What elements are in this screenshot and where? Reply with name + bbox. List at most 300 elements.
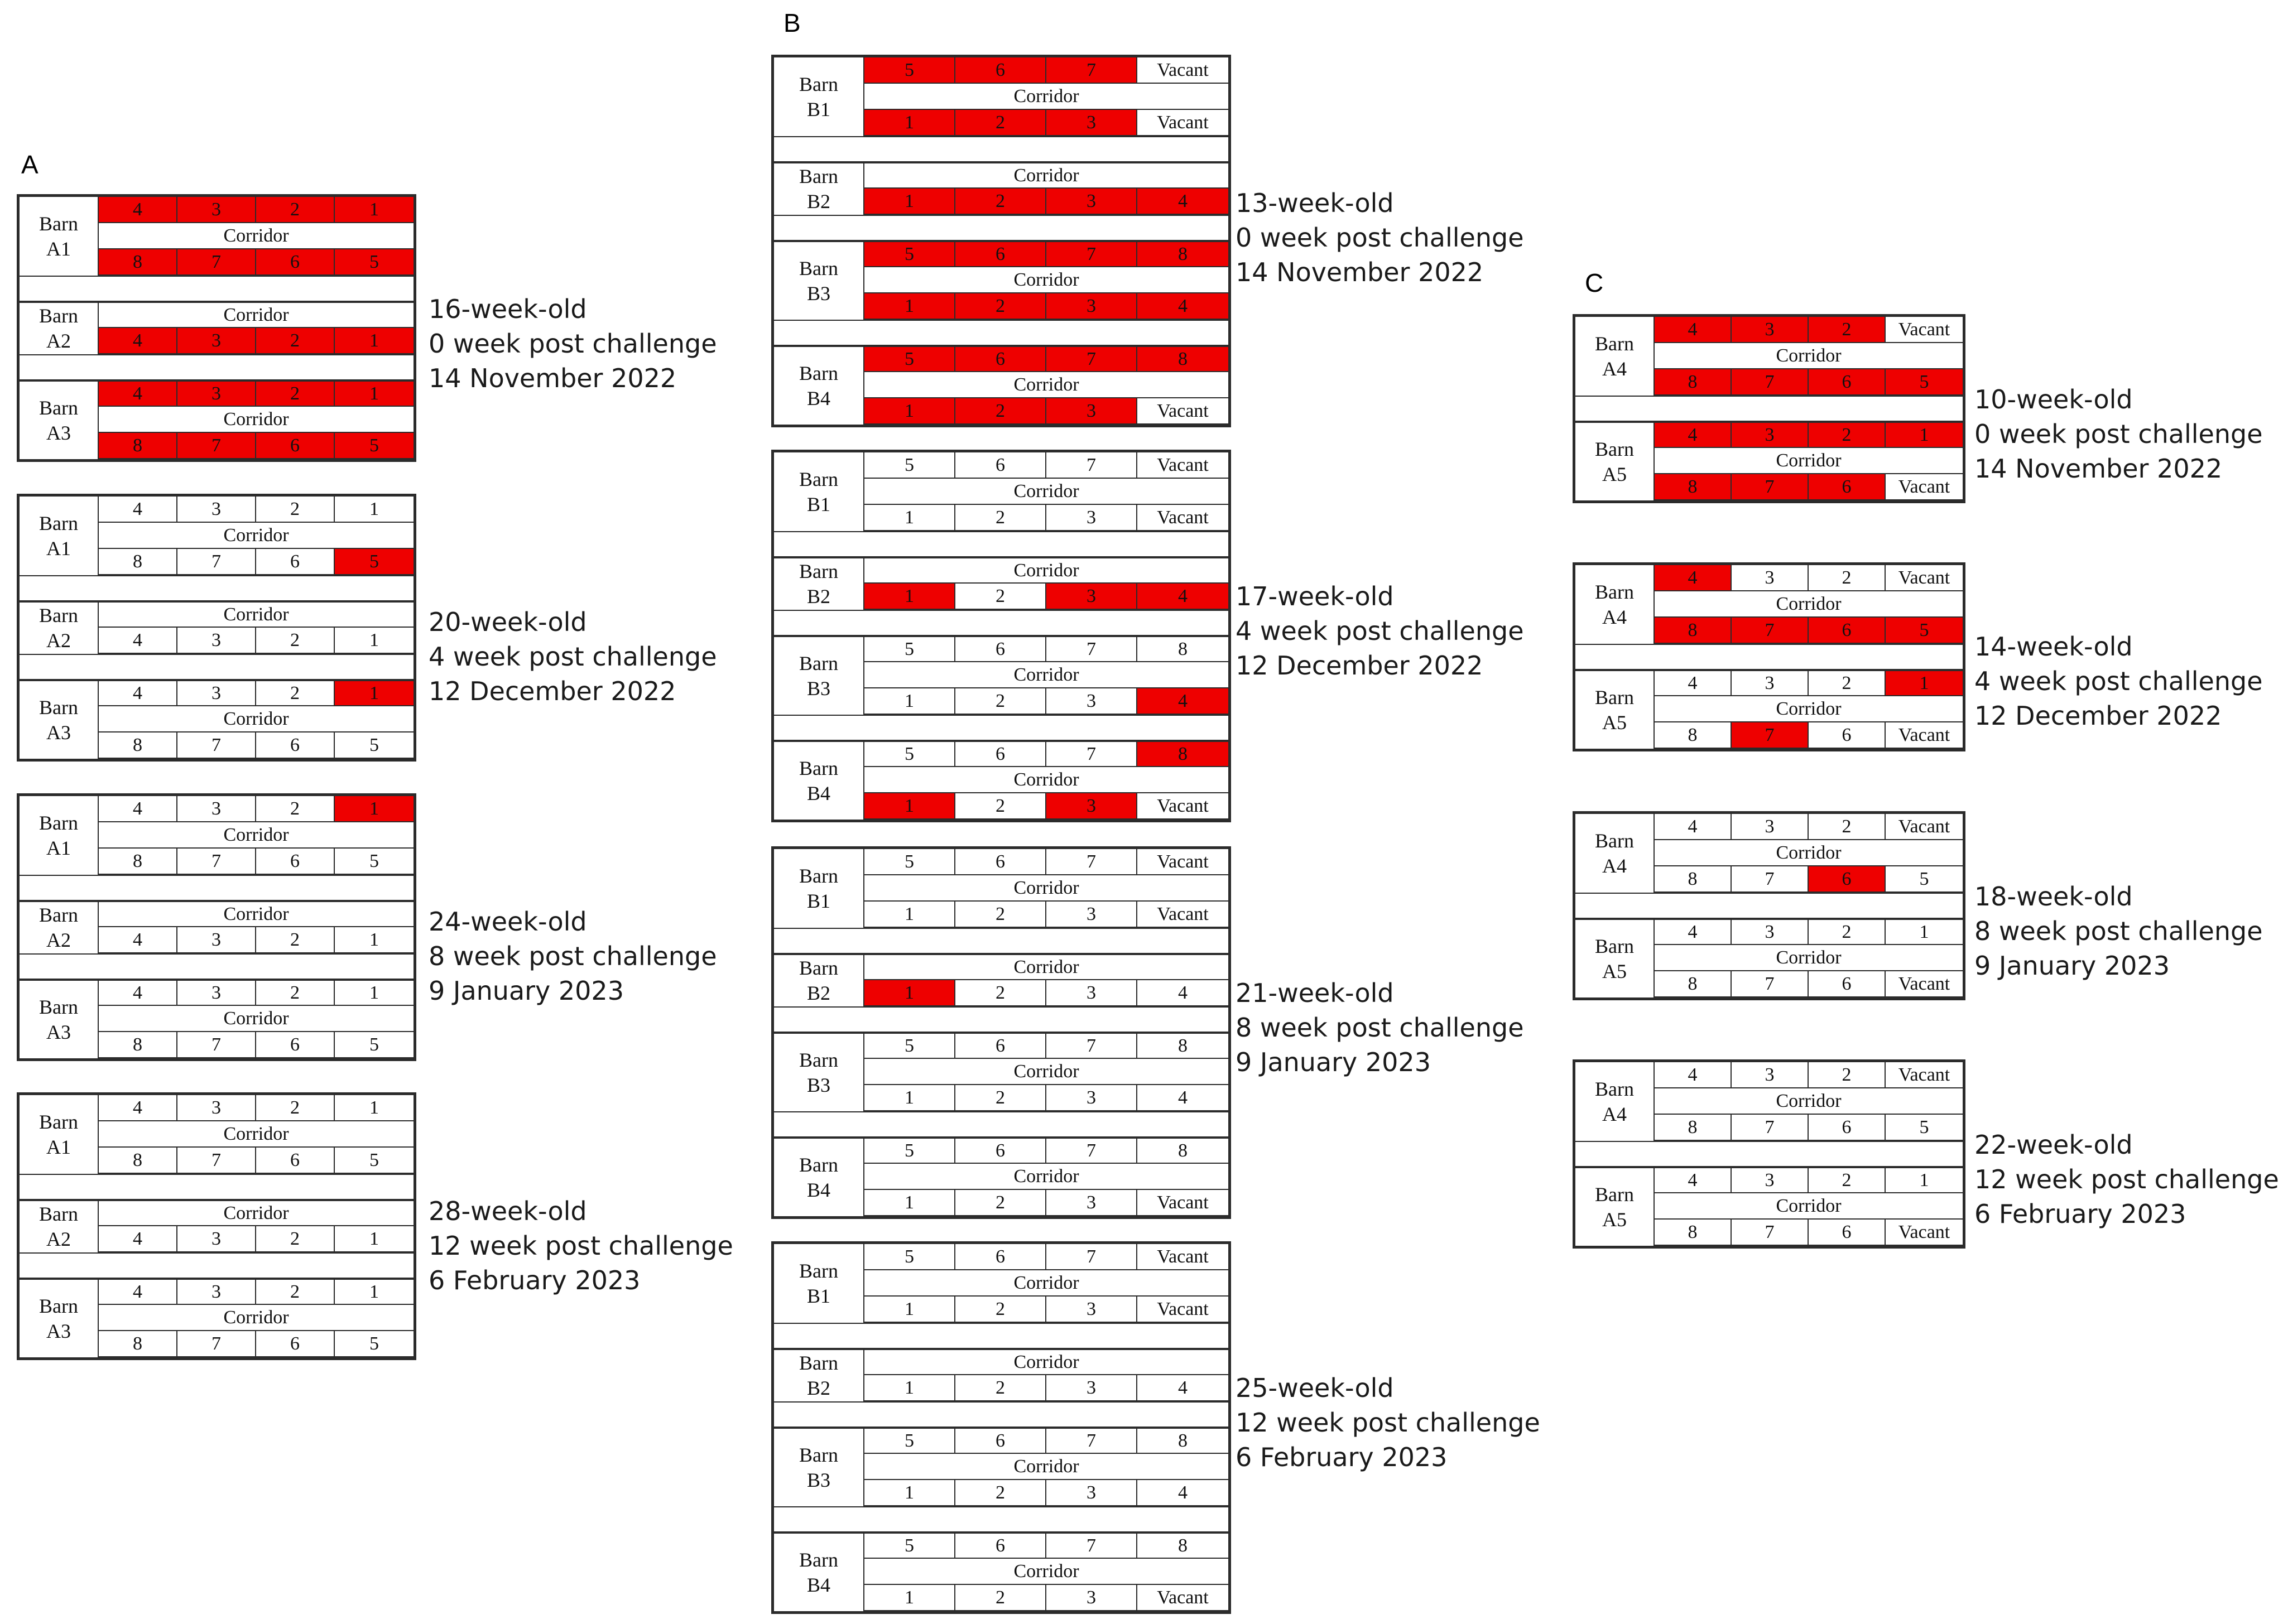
barn-word: Barn [1595,332,1634,355]
vacant-pen: Vacant [1137,902,1228,928]
pen-cell: 4 [1655,919,1732,945]
barn-id: B2 [806,585,830,608]
barn-grid-a-1 [17,194,416,462]
barn-gap [774,215,1228,241]
pen-cell: 4 [99,927,177,953]
weeks-post-challenge-label: 0 week post challenge [1236,223,1524,253]
barn-id: A4 [1602,854,1627,877]
pen-cell: 3 [1046,584,1137,610]
age-label: 21-week-old [1236,978,1394,1008]
pen-cell: 3 [177,680,256,706]
timepoint-caption [1236,976,1524,1080]
barn-word: Barn [39,1110,78,1133]
weeks-post-challenge-label: 4 week post challenge [1236,616,1524,646]
pen-cell: 6 [955,1533,1046,1559]
age-label: 24-week-old [429,907,587,937]
pen-cell: 2 [256,380,335,407]
pen-cell: 2 [955,902,1046,928]
barn-id: A4 [1602,357,1627,380]
timepoint-caption [1236,1371,1540,1474]
pen-cell: 6 [1809,369,1886,396]
barn-id: B3 [806,677,830,700]
date-label: 12 December 2022 [1236,650,1483,681]
pen-cell: 6 [256,549,335,575]
panel-letter-b: B [784,8,801,37]
pen-cell: 2 [256,497,335,523]
pen-cell: 4 [1137,980,1228,1006]
barn-label-a3 [20,1279,99,1357]
barn-gap [774,1506,1228,1533]
date-label: 14 November 2022 [429,363,677,393]
corridor-cell: Corridor [864,1059,1228,1085]
pen-cell: 6 [256,433,335,459]
barn-id: A5 [1602,1208,1627,1231]
pen-cell: 1 [1886,670,1963,696]
pen-cell: 6 [1809,618,1886,644]
pen-cell: 3 [1046,1480,1137,1506]
barn-label-b2 [774,1349,864,1401]
pen-cell: 1 [864,980,955,1006]
barn-label-b1 [774,849,864,928]
barn-gap [774,715,1228,741]
barn-id: B4 [806,1573,830,1596]
pen-cell: 6 [955,636,1046,662]
barn-label-a4 [1575,565,1655,644]
pen-cell: 7 [177,1032,256,1058]
barn-grid-a-3 [17,793,416,1061]
barn-id: A4 [1602,605,1627,628]
pen-cell: 8 [1655,866,1732,893]
pen-cell: 3 [177,980,256,1006]
corridor-cell: Corridor [864,479,1228,505]
date-label: 9 January 2023 [1974,951,2170,981]
timepoint-caption [429,904,717,1008]
corridor-cell: Corridor [99,1121,414,1148]
pen-cell: 7 [177,549,256,575]
pen-cell: 3 [1046,1085,1137,1111]
timepoint-caption [1974,382,2263,486]
pen-cell: 7 [1732,866,1809,893]
barn-id: A3 [46,1319,71,1342]
barn-id: B2 [806,1377,830,1399]
timepoint-caption [1236,186,1524,290]
pen-cell: 3 [1732,1167,1809,1193]
timepoint-caption [429,292,717,396]
pen-cell: 3 [1046,505,1137,531]
barn-id: A2 [46,929,71,951]
pen-cell: 4 [1655,814,1732,840]
corridor-cell: Corridor [864,162,1228,189]
pen-cell: 7 [177,249,256,276]
barn-label-a1 [20,1095,99,1174]
pen-cell: 7 [1732,369,1809,396]
pen-cell: 1 [864,189,955,215]
pen-cell: 3 [1732,919,1809,945]
pen-cell: 5 [1886,866,1963,893]
corridor-cell: Corridor [864,1559,1228,1585]
pen-cell: 7 [1046,452,1137,479]
barn-id: A4 [1602,1102,1627,1125]
panel-letter-a: A [21,150,39,179]
pen-cell: 4 [99,380,177,407]
barn-gap [774,136,1228,162]
pen-cell: 6 [1809,1220,1886,1246]
barn-label-a1 [20,497,99,575]
pen-cell: 2 [955,110,1046,136]
pen-cell: 1 [335,328,414,354]
pen-cell: 6 [955,1244,1046,1270]
pen-cell: 3 [1046,293,1137,320]
pen-cell: 3 [1046,793,1137,820]
pen-cell: 2 [256,328,335,354]
vacant-pen: Vacant [1137,452,1228,479]
pen-cell: 5 [864,1428,955,1454]
barn-word: Barn [799,1548,838,1571]
pen-cell: 3 [1046,902,1137,928]
weeks-post-challenge-label: 12 week post challenge [1236,1408,1540,1438]
pen-cell: 6 [955,452,1046,479]
weeks-post-challenge-label: 8 week post challenge [1974,916,2263,946]
age-label: 17-week-old [1236,581,1394,611]
pen-cell: 5 [1886,618,1963,644]
vacant-pen: Vacant [1137,110,1228,136]
age-label: 13-week-old [1236,188,1394,218]
corridor-cell: Corridor [99,601,414,628]
pen-cell: 1 [864,688,955,715]
barn-word: Barn [1595,580,1634,603]
timepoint-caption [1974,1127,2279,1231]
barn-gap [774,928,1228,954]
barn-word: Barn [799,864,838,887]
barn-label-b4 [774,1138,864,1216]
barn-gap [20,875,414,901]
pen-cell: 3 [177,1279,256,1305]
barn-gap [774,1111,1228,1138]
barn-word: Barn [39,904,78,926]
barn-word: Barn [799,165,838,187]
vacant-pen: Vacant [1886,1062,1963,1088]
barn-label-a2 [20,1200,99,1252]
barn-id: A5 [1602,711,1627,734]
pen-cell: 8 [99,549,177,575]
pen-cell: 7 [1732,1220,1809,1246]
timepoint-caption [429,605,717,709]
pen-cell: 4 [1655,1062,1732,1088]
pen-cell: 6 [256,1148,335,1174]
vacant-pen: Vacant [1137,1244,1228,1270]
barn-word: Barn [39,1294,78,1317]
pen-cell: 5 [864,1533,955,1559]
barn-id: B3 [806,282,830,305]
pen-cell: 2 [256,980,335,1006]
barn-gap [20,1252,414,1279]
weeks-post-challenge-label: 0 week post challenge [1974,419,2263,449]
pen-cell: 1 [864,110,955,136]
corridor-cell: Corridor [864,767,1228,793]
corridor-cell: Corridor [864,84,1228,110]
pen-cell: 1 [864,1375,955,1401]
pen-cell: 8 [1655,1220,1732,1246]
age-label: 14-week-old [1974,632,2133,662]
barn-gap [1575,396,1963,422]
pen-cell: 7 [1732,722,1809,749]
barn-id: A3 [46,421,71,444]
barn-grid-b-2 [771,450,1231,822]
pen-cell: 2 [1809,565,1886,591]
corridor-cell: Corridor [864,1454,1228,1480]
pen-cell: 2 [1809,422,1886,448]
pen-cell: 2 [256,628,335,654]
pen-cell: 7 [1732,971,1809,997]
barn-id: B4 [806,782,830,804]
age-label: 25-week-old [1236,1373,1394,1403]
pen-cell: 2 [1809,670,1886,696]
pen-cell: 3 [1732,670,1809,696]
vacant-pen: Vacant [1137,398,1228,425]
pen-cell: 6 [955,849,1046,875]
pen-cell: 1 [335,796,414,822]
barn-id: B1 [806,889,830,912]
barn-label-a1 [20,197,99,276]
barn-id: A2 [46,1228,71,1250]
pen-cell: 1 [864,1190,955,1216]
pen-cell: 5 [335,849,414,875]
pen-cell: 4 [99,628,177,654]
pen-cell: 3 [1046,1190,1137,1216]
vacant-pen: Vacant [1886,722,1963,749]
pen-cell: 1 [335,980,414,1006]
date-label: 14 November 2022 [1236,257,1484,287]
pen-cell: 8 [1655,1115,1732,1141]
age-label: 16-week-old [429,294,587,324]
pen-cell: 2 [256,927,335,953]
pen-cell: 1 [864,1585,955,1611]
pen-cell: 4 [99,980,177,1006]
pen-cell: 7 [1046,636,1137,662]
pen-cell: 4 [1137,1375,1228,1401]
pen-cell: 3 [1046,1585,1137,1611]
pen-cell: 7 [177,1331,256,1357]
vacant-pen: Vacant [1137,793,1228,820]
pen-cell: 5 [864,1033,955,1059]
pen-cell: 5 [864,1138,955,1164]
pen-cell: 5 [1886,1115,1963,1141]
barn-word: Barn [39,512,78,534]
pen-cell: 5 [335,1032,414,1058]
corridor-cell: Corridor [864,557,1228,584]
corridor-cell: Corridor [864,267,1228,293]
pen-cell: 5 [864,346,955,372]
age-label: 20-week-old [429,607,587,637]
pen-cell: 1 [335,497,414,523]
age-label: 10-week-old [1974,384,2133,415]
barn-word: Barn [799,362,838,384]
pen-cell: 8 [1137,741,1228,767]
barn-word: Barn [1595,686,1634,709]
pen-cell: 8 [99,1032,177,1058]
pen-cell: 6 [955,741,1046,767]
barn-label-b3 [774,636,864,715]
pen-cell: 2 [955,793,1046,820]
barn-label-a2 [20,601,99,654]
barn-grid-c-3 [1573,811,1965,1000]
age-label: 22-week-old [1974,1130,2133,1160]
pen-cell: 2 [955,293,1046,320]
barn-word: Barn [799,1048,838,1071]
pen-cell: 1 [1886,422,1963,448]
barn-label-b1 [774,1244,864,1323]
pen-cell: 2 [955,505,1046,531]
barn-id: A2 [46,330,71,352]
pen-cell: 3 [177,628,256,654]
date-label: 14 November 2022 [1974,454,2223,484]
vacant-pen: Vacant [1137,1585,1228,1611]
barn-id: A5 [1602,462,1627,485]
pen-cell: 7 [177,733,256,759]
barn-label-a5 [1575,1167,1655,1246]
pen-cell: 1 [1886,919,1963,945]
pen-cell: 1 [335,1095,414,1121]
barn-id: A3 [46,721,71,744]
pen-cell: 5 [864,741,955,767]
corridor-cell: Corridor [99,302,414,328]
pen-cell: 2 [256,1226,335,1252]
timepoint-caption [429,1194,733,1298]
vacant-pen: Vacant [1137,505,1228,531]
pen-cell: 3 [1732,317,1809,343]
vacant-pen: Vacant [1886,814,1963,840]
pen-cell: 7 [1732,618,1809,644]
barn-word: Barn [39,811,78,834]
pen-cell: 2 [1809,814,1886,840]
pen-cell: 8 [1655,369,1732,396]
pen-cell: 3 [1046,1375,1137,1401]
barn-label-a4 [1575,814,1655,893]
pen-cell: 5 [864,849,955,875]
weeks-post-challenge-label: 0 week post challenge [429,329,717,359]
pen-cell: 2 [955,1585,1046,1611]
pen-cell: 5 [335,549,414,575]
barn-id: B3 [806,1073,830,1096]
barn-gap [774,1401,1228,1428]
barn-gap [1575,1141,1963,1167]
vacant-pen: Vacant [1137,1190,1228,1216]
pen-cell: 1 [864,902,955,928]
barn-grid-c-2 [1573,562,1965,751]
pen-cell: 2 [955,1297,1046,1323]
pen-cell: 5 [335,1331,414,1357]
barn-gap [1575,893,1963,919]
barn-word: Barn [1595,829,1634,852]
vacant-pen: Vacant [1137,57,1228,84]
barn-label-b2 [774,557,864,610]
corridor-cell: Corridor [1655,696,1963,722]
weeks-post-challenge-label: 8 week post challenge [1236,1013,1524,1043]
barn-word: Barn [799,957,838,979]
barn-label-a3 [20,380,99,459]
barn-grid-c-1 [1573,314,1965,503]
barn-word: Barn [39,305,78,327]
date-label: 12 December 2022 [1974,701,2222,731]
pen-cell: 8 [1137,636,1228,662]
barn-word: Barn [1595,437,1634,460]
pen-cell: 2 [1809,919,1886,945]
pen-cell: 3 [177,927,256,953]
timepoint-caption [1236,579,1524,683]
barn-label-b3 [774,1033,864,1111]
pen-cell: 1 [335,1226,414,1252]
pen-cell: 3 [177,328,256,354]
date-label: 6 February 2023 [429,1265,641,1295]
barn-word: Barn [799,257,838,279]
date-label: 9 January 2023 [429,976,624,1006]
pen-cell: 4 [1655,422,1732,448]
pen-cell: 1 [335,1279,414,1305]
pen-cell: 3 [1732,565,1809,591]
date-label: 6 February 2023 [1974,1199,2186,1229]
corridor-cell: Corridor [99,901,414,927]
barn-grid-a-4 [17,1092,416,1360]
barn-gap [20,575,414,601]
pen-cell: 4 [1137,1085,1228,1111]
barn-word: Barn [799,652,838,674]
pen-cell: 4 [99,197,177,223]
barn-gap [20,354,414,380]
weeks-post-challenge-label: 4 week post challenge [1974,666,2263,696]
barn-grid-a-2 [17,494,416,762]
pen-cell: 7 [1732,1115,1809,1141]
pen-cell: 8 [99,1148,177,1174]
pen-cell: 1 [864,398,955,425]
pen-cell: 3 [1732,1062,1809,1088]
barn-label-b1 [774,452,864,531]
corridor-cell: Corridor [1655,1193,1963,1220]
pen-cell: 6 [955,1428,1046,1454]
pen-cell: 3 [177,380,256,407]
barn-word: Barn [1595,1077,1634,1100]
pen-cell: 7 [1046,741,1137,767]
pen-cell: 3 [177,497,256,523]
barn-label-a3 [20,680,99,759]
pen-cell: 6 [1809,971,1886,997]
pen-cell: 8 [99,849,177,875]
pen-cell: 4 [1137,189,1228,215]
pen-cell: 8 [99,1331,177,1357]
pen-cell: 5 [335,733,414,759]
barn-id: A1 [46,1135,71,1158]
pen-cell: 2 [1809,317,1886,343]
pen-cell: 5 [335,249,414,276]
weeks-post-challenge-label: 12 week post challenge [1974,1164,2279,1194]
corridor-cell: Corridor [864,875,1228,902]
pen-cell: 7 [1046,241,1137,267]
vacant-pen: Vacant [1137,1297,1228,1323]
pen-cell: 4 [1655,670,1732,696]
corridor-cell: Corridor [99,407,414,433]
pen-cell: 7 [1046,1138,1137,1164]
corridor-cell: Corridor [99,1305,414,1331]
pen-cell: 2 [1809,1167,1886,1193]
barn-id: B2 [806,982,830,1004]
barn-grid-c-4 [1573,1059,1965,1249]
pen-cell: 6 [955,241,1046,267]
pen-cell: 6 [1809,1115,1886,1141]
pen-cell: 7 [1046,346,1137,372]
barn-grid-b-1 [771,55,1231,427]
barn-label-b1 [774,57,864,136]
pen-cell: 7 [1046,849,1137,875]
pen-cell: 6 [955,346,1046,372]
